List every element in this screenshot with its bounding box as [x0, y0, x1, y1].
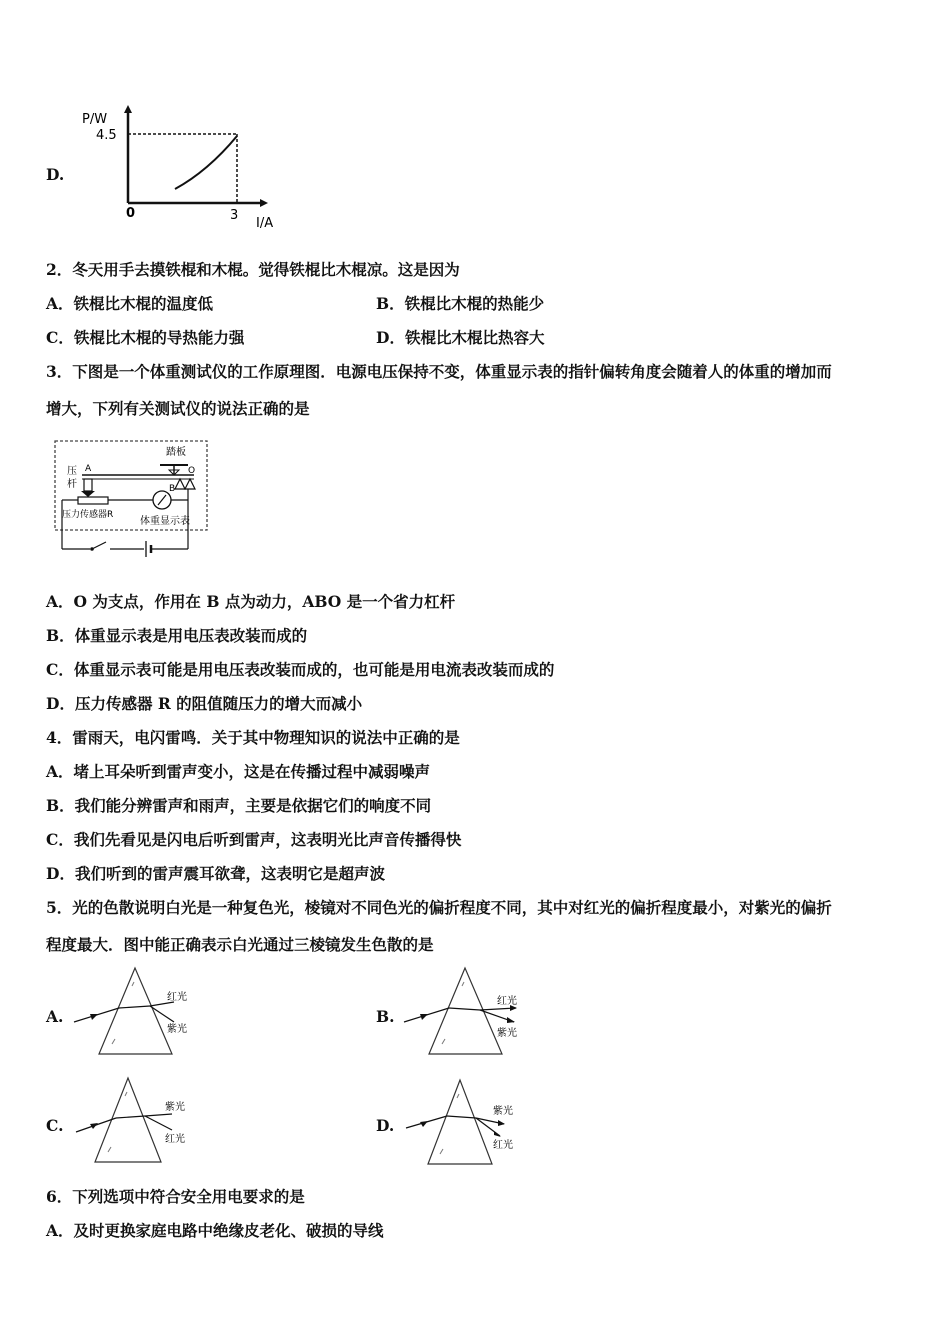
q5-option-b-label[interactable]: B. — [376, 1007, 395, 1026]
prism-triangle — [428, 1080, 492, 1164]
q5-option-c-label[interactable]: C. — [46, 1116, 64, 1135]
q3-stem-line2: 增大，下列有关测试仪的说法正确的是 — [46, 399, 310, 418]
incident-arrow — [420, 1014, 428, 1020]
switch-blade — [92, 542, 106, 549]
q5-option-d-label[interactable]: D. — [376, 1116, 395, 1135]
prism-glint-1 — [125, 1092, 127, 1096]
inner-ray — [449, 1008, 480, 1010]
prism-glint-2 — [112, 1039, 115, 1044]
q2-option-d[interactable]: D．铁棍比木棍比热容大 — [376, 328, 545, 347]
inner-ray — [119, 1006, 150, 1008]
pivot-o — [185, 479, 195, 489]
q4-option-a[interactable]: A．堵上耳朵听到雷声变小，这是在传播过程中减弱噪声 — [46, 762, 431, 781]
ray-upper — [145, 1114, 172, 1116]
point-b-label: B — [169, 484, 176, 494]
prism-glint-2 — [440, 1149, 443, 1154]
prism-triangle — [95, 1078, 161, 1162]
ray-lower — [145, 1116, 172, 1130]
graph-x-label: I/A — [256, 216, 274, 231]
meter-label: 体重显示表 — [140, 516, 190, 527]
ray-lower-arrow — [507, 1017, 515, 1023]
q3-option-b[interactable]: B．体重显示表是用电压表改装而成的 — [46, 626, 308, 645]
q6-stem: 6．下列选项中符合安全用电要求的是 — [46, 1187, 305, 1206]
press-rod-arrow — [81, 491, 95, 497]
label-red: 红光 — [165, 1134, 185, 1145]
q5-prism-b[interactable] — [398, 966, 533, 1058]
graph-y-tick: 4.5 — [96, 128, 117, 143]
q1-power-current-graph — [78, 105, 278, 235]
q3-option-a[interactable]: A．O 为支点，作用在 B 点为动力，ABO 是一个省力杠杆 — [46, 592, 456, 611]
incident-arrow — [420, 1121, 428, 1127]
q5-stem-line1: 5．光的色散说明白光是一种复色光，棱镜对不同色光的偏折程度不同，其中对红光的偏折程度最小，对紫光的偏折 — [46, 898, 832, 917]
pressure-sensor — [78, 497, 108, 504]
graph-y-arrow — [124, 105, 132, 113]
inner-ray — [447, 1116, 476, 1118]
prism-glint-1 — [462, 982, 464, 986]
inner-ray — [116, 1116, 145, 1118]
ray-lower-arrow — [494, 1131, 501, 1137]
label-red: 红光 — [493, 1140, 513, 1151]
prism-glint-2 — [108, 1147, 111, 1152]
prism-glint-1 — [457, 1094, 459, 1098]
ray-lower — [150, 1006, 174, 1022]
q2-option-b[interactable]: B．铁棍比木棍的热能少 — [376, 294, 545, 313]
label-violet: 紫光 — [165, 1102, 185, 1113]
prism-glint-1 — [132, 982, 134, 986]
ray-upper-arrow — [498, 1120, 505, 1126]
point-o-label: O — [188, 466, 196, 476]
incident-arrow — [90, 1123, 98, 1129]
q2-option-a[interactable]: A．铁棍比木棍的温度低 — [46, 294, 214, 313]
q1-option-d-label: D. — [46, 165, 65, 184]
sensor-label: 压力传感器R — [62, 510, 114, 520]
q4-stem: 4．雷雨天，电闪雷鸣．关于其中物理知识的说法中正确的是 — [46, 728, 460, 747]
graph-y-label: P/W — [82, 112, 108, 127]
graph-curve — [175, 136, 237, 189]
q4-option-b[interactable]: B．我们能分辨雷声和雨声，主要是依据它们的响度不同 — [46, 796, 432, 815]
label-red: 红光 — [167, 992, 187, 1003]
q5-option-a-label[interactable]: A. — [46, 1007, 64, 1026]
prism-glint-2 — [442, 1039, 445, 1044]
incident-arrow — [90, 1014, 98, 1020]
q3-weight-scale-diagram — [48, 437, 218, 562]
q2-stem: 2．冬天用手去摸铁棍和木棍。觉得铁棍比木棍凉。这是因为 — [46, 260, 460, 279]
pedal-label: 踏板 — [166, 447, 186, 458]
q5-prism-d[interactable] — [398, 1076, 533, 1168]
label-violet: 紫光 — [493, 1106, 513, 1117]
q2-option-c[interactable]: C．铁棍比木棍的导热能力强 — [46, 328, 245, 347]
press-rod-label-1: 压 — [67, 466, 77, 477]
press-rod-label-2: 杆 — [67, 479, 77, 490]
label-violet: 紫光 — [497, 1028, 517, 1039]
q5-prism-c[interactable] — [68, 1076, 203, 1168]
q6-option-a[interactable]: A．及时更换家庭电路中绝缘皮老化、破损的导线 — [46, 1221, 384, 1240]
graph-origin: 0 — [126, 206, 136, 221]
q3-stem-line1: 3．下图是一个体重测试仪的工作原理图．电源电压保持不变，体重显示表的指针偏转角度会随着人的体重的增加而 — [46, 362, 832, 381]
q5-stem-line2: 程度最大．图中能正确表示白光通过三棱镜发生色散的是 — [46, 935, 434, 954]
point-a-label: A — [85, 464, 92, 474]
graph-x-tick: 3 — [230, 208, 239, 223]
press-rod — [84, 479, 92, 491]
q5-prism-a[interactable] — [68, 966, 203, 1058]
label-red: 红光 — [497, 996, 517, 1007]
q4-option-c[interactable]: C．我们先看见是闪电后听到雷声，这表明光比声音传播得快 — [46, 830, 462, 849]
pivot-b — [175, 479, 185, 489]
graph-x-arrow — [260, 199, 268, 207]
q4-option-d[interactable]: D．我们听到的雷声震耳欲聋，这表明它是超声波 — [46, 864, 385, 883]
q3-option-c[interactable]: C．体重显示表可能是用电压表改装而成的，也可能是用电流表改装而成的 — [46, 660, 555, 679]
q3-option-d[interactable]: D．压力传感器 R 的阻值随压力的增大而减小 — [46, 694, 363, 713]
label-violet: 紫光 — [167, 1024, 187, 1035]
